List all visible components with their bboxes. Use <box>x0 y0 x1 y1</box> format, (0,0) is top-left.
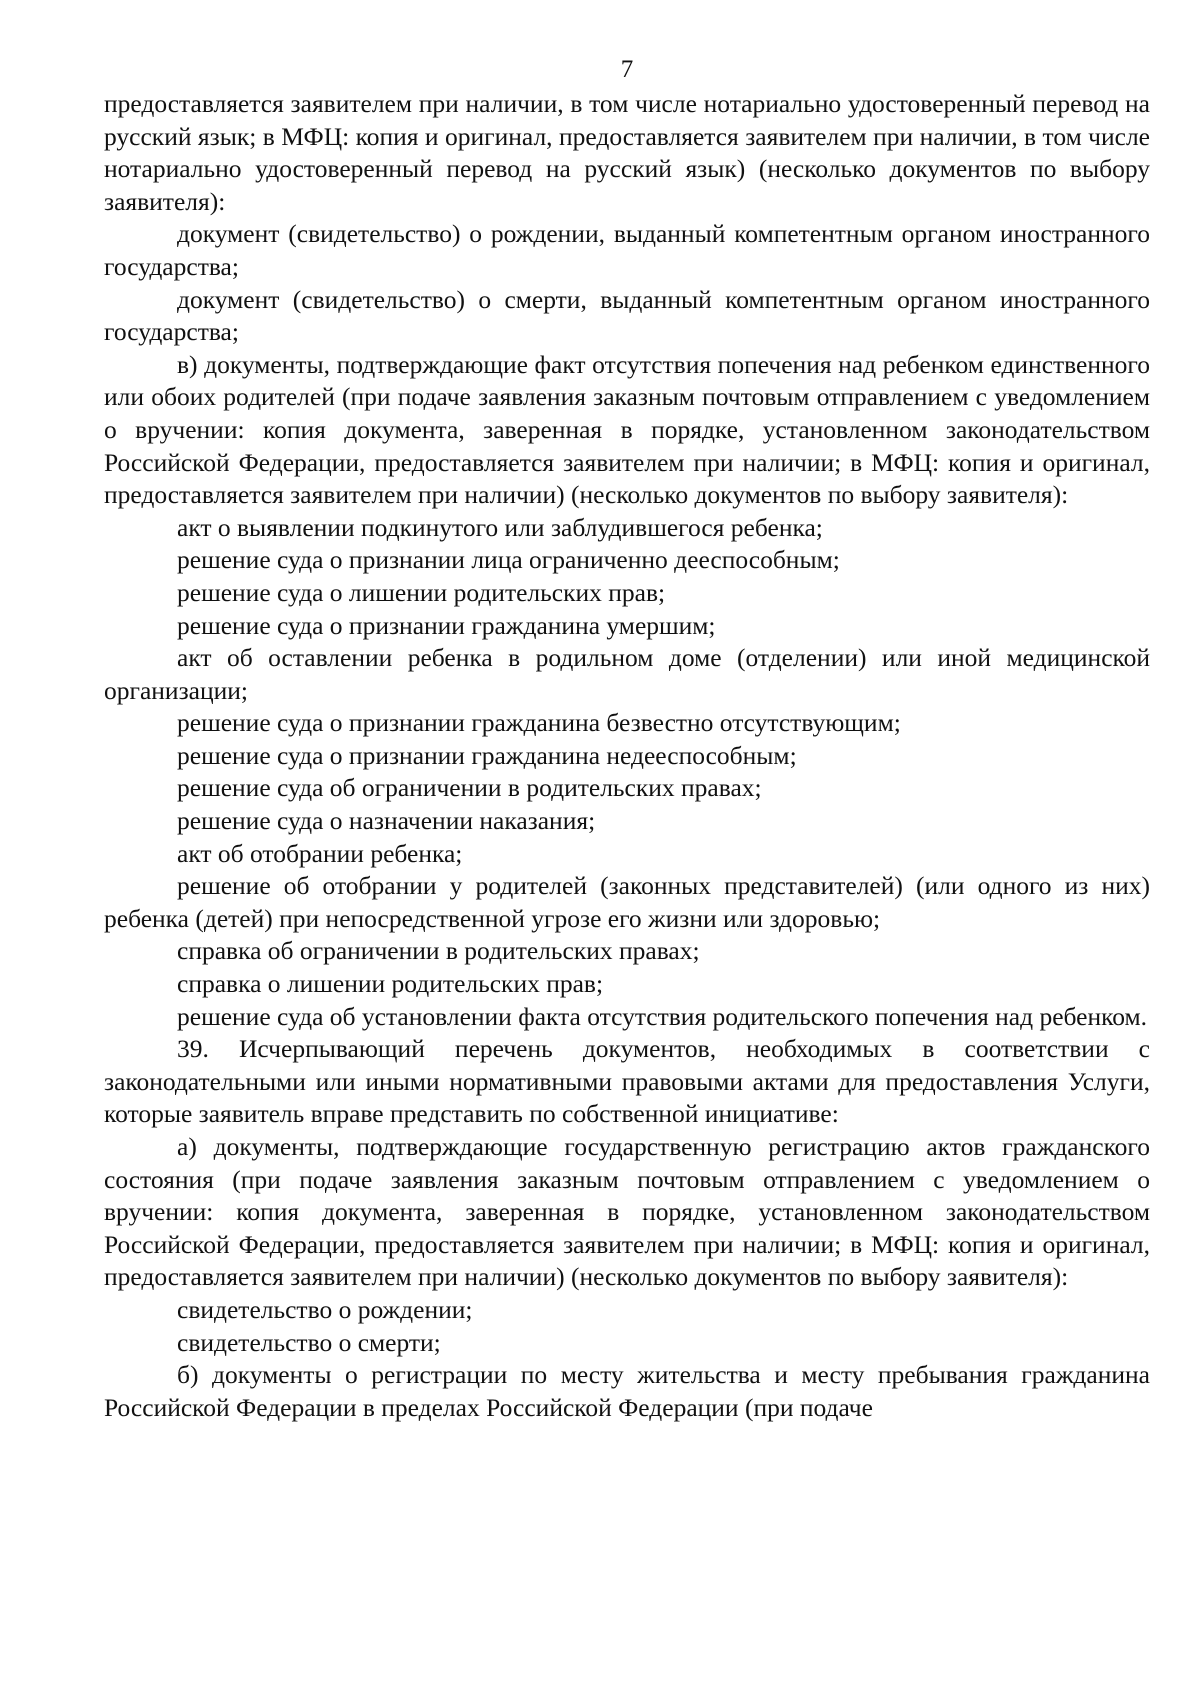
list-item: акт об оставлении ребенка в родильном доме (отделении) или иной медицинской организации; <box>104 643 1150 705</box>
list-item: акт об отобрании ребенка; <box>177 838 463 868</box>
page-number: 7 <box>620 56 634 83</box>
list-item: свидетельство о рождении; <box>177 1294 473 1324</box>
list-item: решение суда об установлении факта отсутствия родительского попечения над ребенком. <box>177 1001 1147 1031</box>
paragraph-continuation: предоставляется заявителем при наличии, в том числе нотариально удостоверенный перевод на русский язык; в МФЦ: копия и оригинал, предоставляется заявителем при наличии, в том числе нотариально удостоверенный перевод на русский язык) (несколько документов по выбору заявителя): <box>104 89 1150 216</box>
list-item-death-document-foreign: документ (свидетельство) о смерти, выданный компетентным органом иностранного государства; <box>104 284 1150 347</box>
paragraph-item-b: б) документы о регистрации по месту жительства и месту пребывания гражданина Российской Федерации в пределах Российской Федерации (при подаче <box>104 1360 1150 1422</box>
list-item: акт о выявлении подкинутого или заблудившегося ребенка; <box>177 512 823 542</box>
list-item: решение суда о признании лица ограниченно дееспособным; <box>177 545 840 575</box>
paragraph-39: 39. Исчерпывающий перечень документов, необходимых в соответствии с законодательными или иными нормативными правовыми актами для предоставления Услуги, которые заявитель вправе представить по собственной инициативе: <box>104 1034 1150 1129</box>
paragraph-item-v: в) документы, подтверждающие факт отсутствия попечения над ребенком единственного или обоих родителей (при подаче заявления заказным почтовым отправлением с уведомлением о вручении: копия документа, заверенная в порядке, установленном законодательством Российской Федерации, предоставляется заявителем при наличии; в МФЦ: копия и оригинал, предоставляется заявителем при наличии) (несколько документов по выбору заявителя): <box>104 349 1150 510</box>
list-item: свидетельство о смерти; <box>177 1327 441 1357</box>
list-item: решение суда о лишении родительских прав; <box>177 577 666 607</box>
list-item: решение суда о назначении наказания; <box>177 806 596 836</box>
document-page <box>104 52 1150 1424</box>
list-item: решение суда о признании гражданина недееспособным; <box>177 740 797 770</box>
paragraph-item-a: а) документы, подтверждающие государственную регистрацию актов гражданского состояния (при подаче заявления заказным почтовым отправлением с уведомлением о вручении: копия документа, заверенная в порядке, установленном законодательством Российской Федерации, предоставляется заявителем при наличии; в МФЦ: копия и оригинал, предоставляется заявителем при наличии) (несколько документов по выбору заявителя): <box>104 1132 1150 1292</box>
document-body <box>104 88 1150 1424</box>
list-item: справка о лишении родительских прав; <box>177 969 604 999</box>
list-item: решение об отобрании у родителей (законных представителей) (или одного из них) ребенка (детей) при непосредственной угрозе его жизни или здоровью; <box>104 871 1150 933</box>
list-item: решение суда о признании гражданина умершим; <box>177 610 716 640</box>
list-item-birth-document-foreign: документ (свидетельство) о рождении, выданный компетентным органом иностранного государства; <box>104 219 1150 281</box>
list-item: решение суда о признании гражданина безвестно отсутствующим; <box>177 708 901 738</box>
list-item: справка об ограничении в родительских правах; <box>177 936 700 966</box>
list-item: решение суда об ограничении в родительских правах; <box>177 773 762 803</box>
